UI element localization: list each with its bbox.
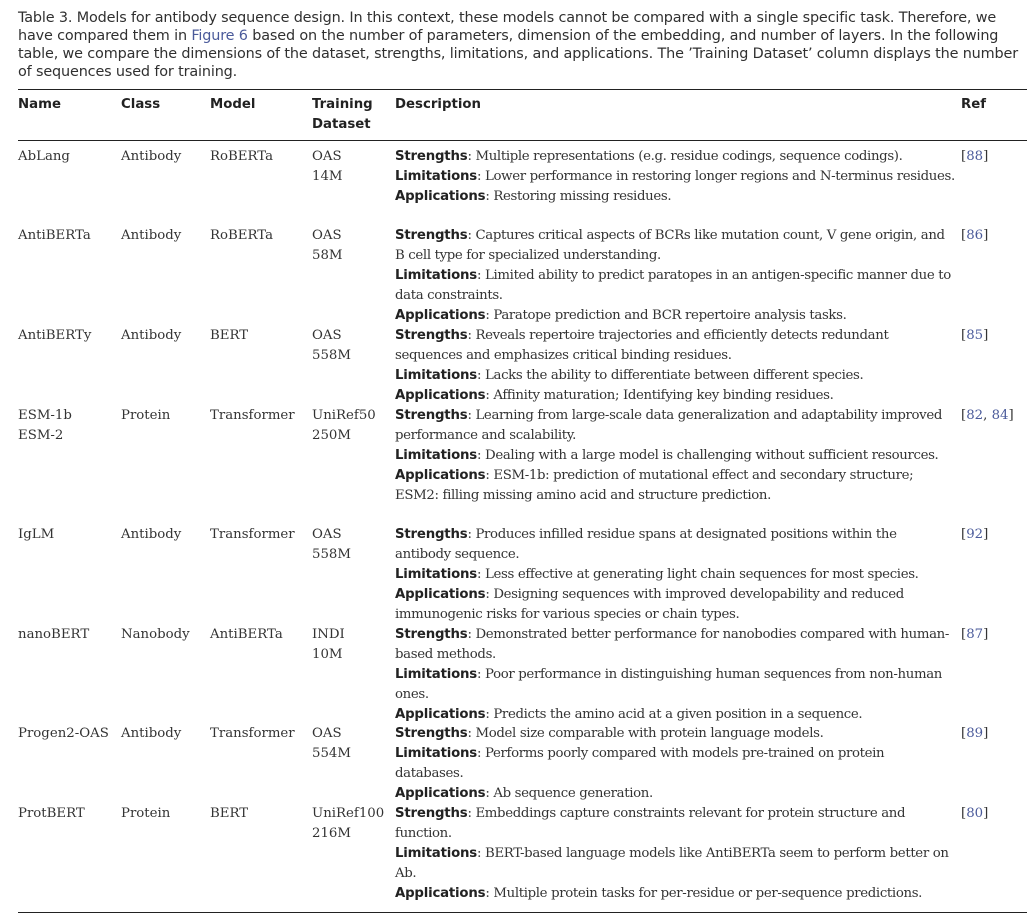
limitations-line [395, 665, 955, 705]
row-ref: [87] [961, 627, 989, 642]
row-ref: [85] [961, 328, 989, 343]
ref-link[interactable]: 80 [966, 806, 984, 821]
ref-link[interactable]: 92 [966, 527, 984, 542]
row-dataset: UniRef50 [312, 408, 376, 423]
row-dataset: INDI [312, 627, 345, 642]
limitations-label: Limitations [395, 168, 478, 184]
limitations-text: : Dealing with a large model is challenging without sufficient resources. [477, 447, 939, 463]
limitations-line [395, 565, 955, 585]
row-name: ProtBERT [18, 806, 85, 821]
row-name: Progen2-OAS [18, 726, 109, 741]
limitations-text: : Poor performance in distinguishing human sequences from non-human ones. [395, 666, 942, 702]
strengths-text: : Multiple representations (e.g. residue codings, sequence codings). [467, 149, 903, 164]
limitations-line [395, 167, 955, 187]
row-class: Nanobody [121, 627, 190, 642]
row-model: AntiBERTa [210, 627, 283, 642]
applications-text: : Multiple protein tasks for per-residue or per-sequence predictions. [485, 885, 923, 901]
row-name: AntiBERTa [18, 228, 91, 243]
row-ref: [82, 84] [961, 408, 1014, 423]
row-dataset-size: 10M [312, 647, 343, 662]
row-ref: [80] [961, 806, 989, 821]
applications-label: Applications [395, 188, 486, 204]
row-dataset: UniRef100 [312, 806, 385, 821]
row-model: BERT [210, 806, 249, 821]
strengths-text: : Reveals repertoire trajectories and efficiently detects redundant sequences and emphasizes critical binding residues. [395, 328, 889, 363]
row-dataset-size: 216M [312, 826, 351, 841]
row-name-secondary: ESM-2 [18, 428, 64, 443]
row-description [395, 226, 955, 326]
row-ref: [86] [961, 228, 989, 243]
applications-label: Applications [395, 307, 486, 323]
row-ref: [89] [961, 726, 989, 741]
row-model: Transformer [210, 527, 295, 542]
row-class: Antibody [121, 328, 182, 343]
strengths-label: Strengths [395, 806, 468, 821]
applications-label: Applications [395, 387, 486, 403]
ref-link[interactable]: 88 [966, 149, 984, 164]
applications-line [395, 386, 955, 406]
row-dataset-size: 58M [312, 248, 343, 263]
header-model: Model [210, 97, 256, 112]
row-description [395, 326, 955, 406]
applications-label: Applications [395, 586, 486, 602]
row-dataset: OAS [312, 726, 342, 741]
limitations-label: Limitations [395, 745, 478, 761]
applications-line [395, 306, 955, 326]
row-model: Transformer [210, 408, 295, 423]
row-class: Protein [121, 408, 171, 423]
applications-line [395, 784, 955, 804]
row-model: BERT [210, 328, 249, 343]
strengths-line [395, 525, 955, 565]
row-dataset-size: 558M [312, 547, 351, 562]
applications-label: Applications [395, 467, 486, 483]
limitations-text: : Performs poorly compared with models pre-trained on protein databases. [395, 745, 885, 781]
applications-text: : Paratope prediction and BCR repertoire analysis tasks. [485, 307, 847, 323]
limitations-label: Limitations [395, 566, 478, 582]
row-dataset: OAS [312, 328, 342, 343]
ref-link[interactable]: 85 [966, 328, 984, 343]
row-description [395, 406, 955, 506]
applications-line [395, 187, 955, 207]
table-top-rule [18, 89, 1027, 90]
row-name: AbLang [18, 149, 70, 164]
strengths-label: Strengths [395, 328, 468, 343]
table-bottom-rule [18, 912, 1027, 913]
strengths-label: Strengths [395, 627, 468, 642]
row-dataset: OAS [312, 149, 342, 164]
header-class: Class [121, 97, 161, 112]
applications-text: : Restoring missing residues. [485, 188, 672, 204]
row-description [395, 147, 955, 207]
caption-text-end: based on the number of parameters, dimension of the embedding, and number of layers. In the following table, we compare the dimensions of the dataset, strengths, limitations, and applications. The ’Training Dataset’ column displays the number of sequences used for training. [18, 28, 1018, 80]
ref-link[interactable]: 82 [966, 408, 984, 423]
strengths-label: Strengths [395, 228, 468, 243]
limitations-label: Limitations [395, 267, 478, 283]
limitations-line [395, 266, 955, 306]
strengths-label: Strengths [395, 726, 468, 741]
strengths-text: : Model size comparable with protein language models. [467, 726, 824, 741]
applications-text: : Predicts the amino acid at a given position in a sequence. [485, 706, 863, 722]
ref-link[interactable]: 86 [966, 228, 984, 243]
limitations-text: : Lacks the ability to differentiate between different species. [477, 367, 864, 383]
row-ref: [88] [961, 149, 989, 164]
table-caption [18, 9, 1022, 81]
row-dataset: OAS [312, 527, 342, 542]
row-description [395, 525, 955, 625]
strengths-text: : Captures critical aspects of BCRs like mutation count, V gene origin, and B cell type for specialized understanding. [395, 228, 945, 263]
applications-line [395, 466, 955, 506]
row-description [395, 724, 955, 804]
strengths-text: : Produces infilled residue spans at designated positions within the antibody sequence. [395, 527, 897, 562]
limitations-text: : Less effective at generating light chain sequences for most species. [477, 566, 919, 582]
row-name: AntiBERTy [18, 328, 92, 343]
strengths-line [395, 804, 955, 844]
row-model: RoBERTa [210, 149, 274, 164]
row-model: Transformer [210, 726, 295, 741]
limitations-line [395, 366, 955, 386]
limitations-label: Limitations [395, 367, 478, 383]
row-class: Antibody [121, 149, 182, 164]
ref-link[interactable]: 87 [966, 627, 984, 642]
figure-6-link[interactable]: Figure 6 [191, 28, 248, 44]
limitations-label: Limitations [395, 845, 478, 861]
strengths-line [395, 147, 955, 167]
row-class: Protein [121, 806, 171, 821]
row-dataset-size: 14M [312, 169, 343, 184]
table-header-rule [18, 140, 1027, 141]
row-dataset-size: 554M [312, 746, 351, 761]
limitations-label: Limitations [395, 447, 478, 463]
row-dataset-size: 250M [312, 428, 351, 443]
applications-text: : ESM-1b: prediction of mutational effect and secondary structure; ESM2: filling missing amino acid and structure prediction. [395, 467, 914, 503]
row-ref: [92] [961, 527, 989, 542]
limitations-line [395, 744, 955, 784]
strengths-line [395, 625, 955, 665]
ref-link[interactable]: 84 [991, 408, 1009, 423]
strengths-line [395, 226, 955, 266]
row-dataset-size: 558M [312, 348, 351, 363]
applications-text: : Affinity maturation; Identifying key binding residues. [485, 387, 834, 403]
row-name: IgLM [18, 527, 55, 542]
limitations-text: : Lower performance in restoring longer regions and N-terminus residues. [477, 168, 955, 184]
applications-line [395, 585, 955, 625]
applications-label: Applications [395, 785, 486, 801]
row-class: Antibody [121, 228, 182, 243]
applications-label: Applications [395, 706, 486, 722]
applications-text: : Ab sequence generation. [485, 785, 653, 801]
header-ref: Ref [961, 97, 987, 112]
limitations-text: : Limited ability to predict paratopes in an antigen-specific manner due to data constraints. [395, 267, 951, 303]
row-description [395, 804, 955, 904]
strengths-label: Strengths [395, 149, 468, 164]
applications-text: : Designing sequences with improved developability and reduced immunogenic risks for various species or chain types. [395, 586, 904, 622]
limitations-line [395, 446, 955, 466]
header-dataset: Dataset [312, 117, 371, 132]
row-description [395, 625, 955, 725]
limitations-text: : BERT-based language models like AntiBERTa seem to perform better on Ab. [395, 845, 949, 881]
strengths-line [395, 406, 955, 446]
strengths-text: : Embeddings capture constraints relevant for protein structure and function. [395, 806, 906, 841]
caption-text-start: Table 3. Models for antibody sequence design. In this context, these models cannot be compared with a single specific task. Therefore, we have compared them in [18, 10, 997, 44]
limitations-line [395, 844, 955, 884]
strengths-text: : Demonstrated better performance for nanobodies compared with human-based methods. [395, 627, 950, 662]
row-dataset: OAS [312, 228, 342, 243]
limitations-label: Limitations [395, 666, 478, 682]
applications-line [395, 884, 955, 904]
header-description: Description [395, 97, 482, 112]
strengths-label: Strengths [395, 408, 468, 423]
strengths-label: Strengths [395, 527, 468, 542]
row-name: ESM-1b [18, 408, 72, 423]
row-class: Antibody [121, 726, 182, 741]
strengths-line [395, 326, 955, 366]
applications-line [395, 705, 955, 725]
row-name: nanoBERT [18, 627, 90, 642]
header-name: Name [18, 97, 61, 112]
ref-link[interactable]: 89 [966, 726, 984, 741]
header-training: Training [312, 97, 373, 112]
strengths-text: : Learning from large-scale data generalization and adaptability improved performance and scalability. [395, 408, 942, 443]
applications-label: Applications [395, 885, 486, 901]
strengths-line [395, 724, 955, 744]
row-model: RoBERTa [210, 228, 274, 243]
row-class: Antibody [121, 527, 182, 542]
